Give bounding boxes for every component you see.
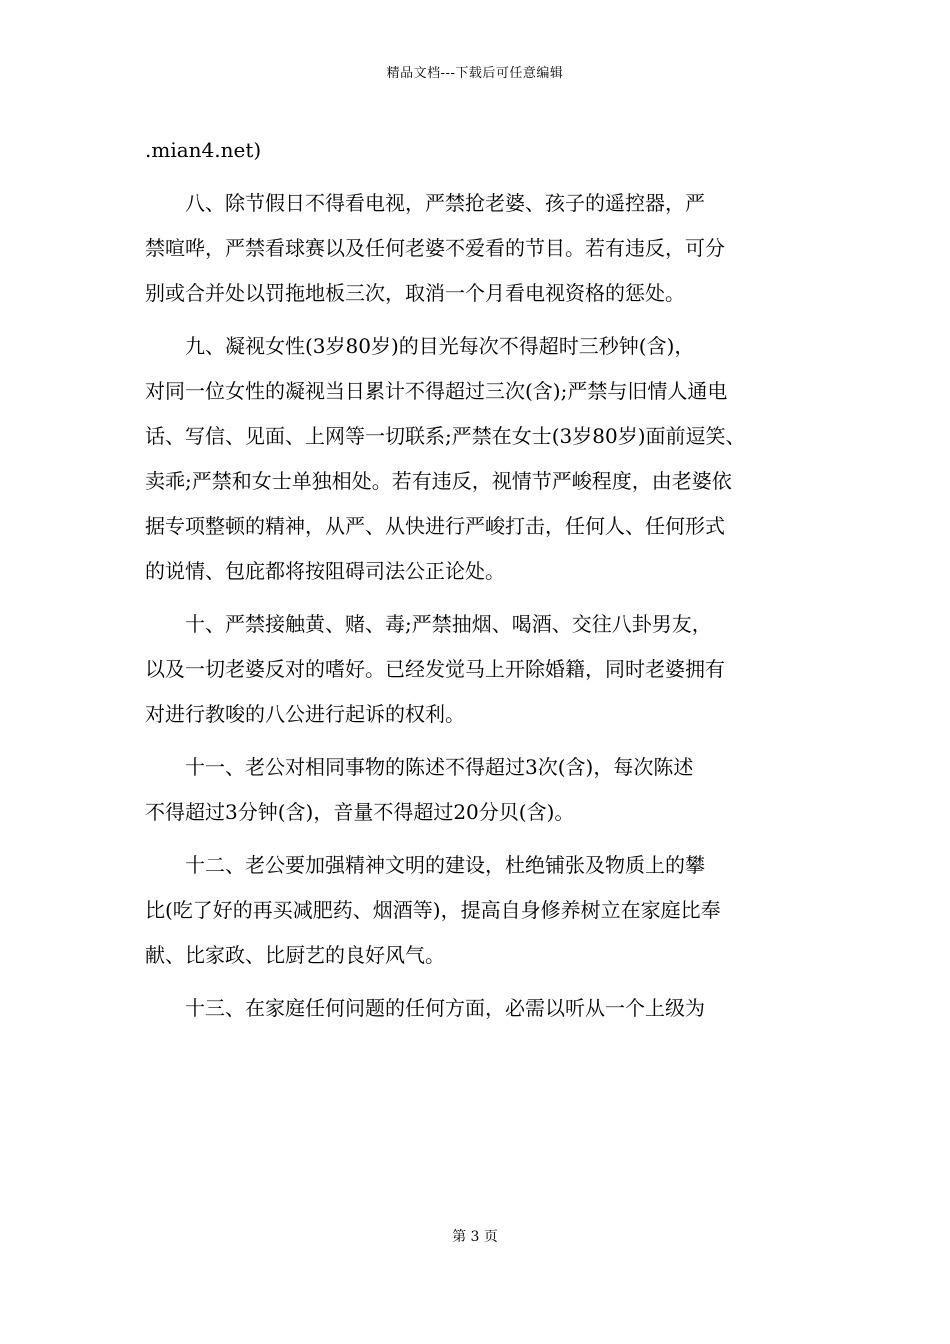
text-line: 禁喧哗，严禁看球赛以及任何老婆不爱看的节目。若有违反，可分	[145, 236, 725, 260]
paragraph	[145, 602, 835, 737]
paragraph	[145, 324, 835, 594]
text-line: 别或合并处以罚拖地板三次，取消一个月看电视资格的惩处。	[145, 281, 685, 305]
text-line: .mian4.net)	[145, 138, 262, 162]
text-line: 的说情、包庇都将按阻碍司法公正论处。	[145, 559, 505, 583]
text-line: 八、除节假日不得看电视，严禁抢老婆、孩子的遥控器，严	[145, 191, 705, 215]
paragraph	[145, 986, 835, 1031]
paragraph	[145, 843, 835, 978]
text-line: 九、凝视女性(3岁80岁)的目光每次不得超时三秒钟(含)，	[145, 334, 695, 358]
page-number: 第 3 页	[452, 1229, 498, 1245]
text-line: 十、严禁接触黄、赌、毒;严禁抽烟、喝酒、交往八卦男友，	[145, 612, 712, 636]
text-line: 以及一切老婆反对的嗜好。已经发觉马上开除婚籍，同时老婆拥有	[145, 657, 725, 681]
text-line: 十一、老公对相同事物的陈述不得超过3次(含)，每次陈述	[145, 755, 694, 779]
page-header: 精品文档---下载后可任意编辑	[386, 66, 564, 81]
text-line: 对同一位女性的凝视当日累计不得超过三次(含);严禁与旧情人通电	[145, 379, 728, 403]
text-line: 十二、老公要加强精神文明的建设，杜绝铺张及物质上的攀	[145, 853, 705, 877]
paragraph	[145, 745, 835, 835]
text-line: 献、比家政、比厨艺的良好风气。	[145, 943, 445, 967]
paragraph	[145, 128, 835, 173]
text-line: 不得超过3分钟(含)，音量不得超过20分贝(含)。	[145, 800, 575, 824]
text-line: 十三、在家庭任何问题的任何方面，必需以听从一个上级为	[145, 996, 705, 1020]
document-body	[145, 128, 835, 1031]
paragraph	[145, 181, 835, 316]
text-line: 比(吃了好的再买减肥药、烟酒等)，提高自身修养树立在家庭比奉	[145, 898, 721, 922]
text-line: 对进行教唆的八公进行起诉的权利。	[145, 702, 465, 726]
text-line: 据专项整顿的精神，从严、从快进行严峻打击，任何人、任何形式	[145, 514, 725, 538]
text-line: 话、写信、见面、上网等一切联系;严禁在女士(3岁80岁)面前逗笑、	[145, 424, 746, 448]
text-line: 卖乖;严禁和女士单独相处。若有违反，视情节严峻程度，由老婆依	[145, 469, 732, 493]
